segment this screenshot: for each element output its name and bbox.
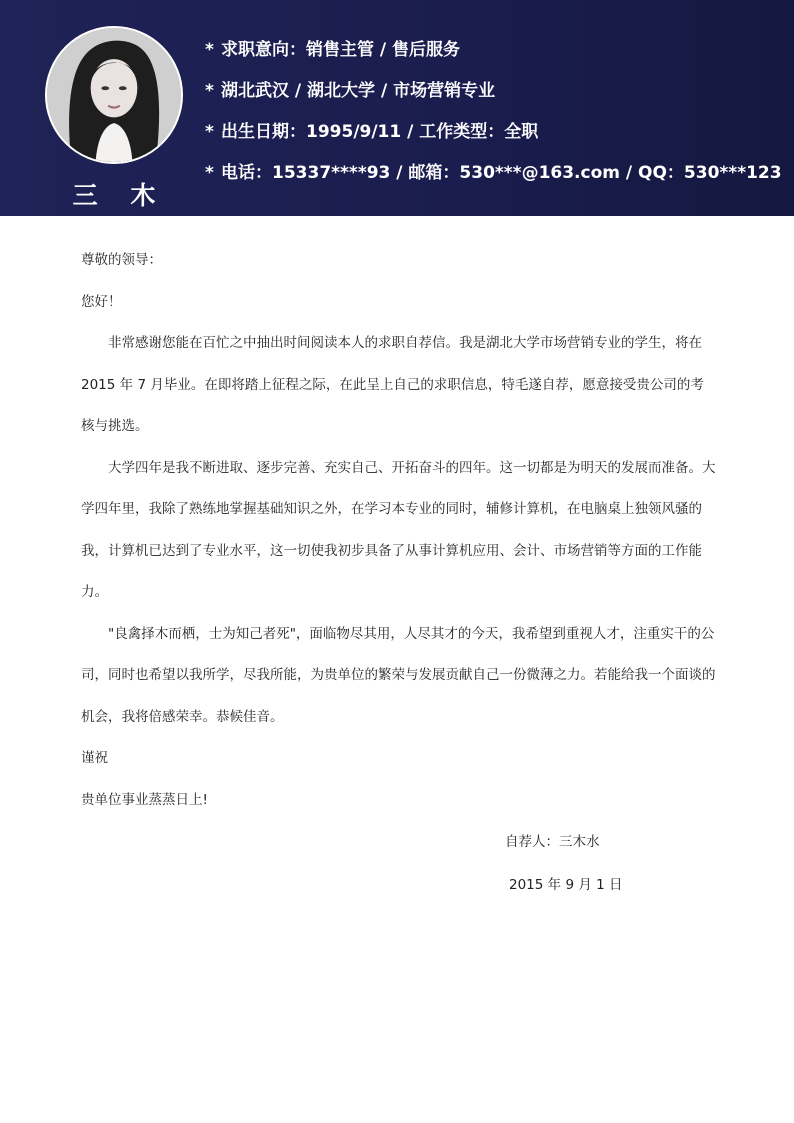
cover-letter-body — [81, 240, 717, 821]
avatar-photo-icon — [47, 28, 181, 162]
letter-paragraph-intro: 非常感谢您能在百忙之中抽出时间阅读本人的求职自荐信。我是湖北大学市场营销专业的学生，将在 2015 年 7 月毕业。在即将踏上征程之际，在此呈上自己的求职信息，特毛遂自荐，愿意接受贵公司的考核与挑选。 — [81, 335, 704, 434]
candidate-name: 三 木 水 — [72, 181, 168, 246]
letter-signer: 自荐人：三木水 — [505, 834, 600, 850]
letter-paragraph-education: 大学四年是我不断进取、逐步完善、充实自己、开拓奋斗的四年。这一切都是为明天的发展而准备。大学四年里，我除了熟练地掌握基础知识之外，在学习本专业的同时，辅修计算机，在电脑桌上独领风骚的我，计算机已达到了专业水平，这一切使我初步具备了从事计算机应用、会计、市场营销等方面的工作能力。 — [81, 459, 716, 600]
letter-salutation: 尊敬的领导： — [81, 252, 162, 268]
letter-closing: 谨祝 — [81, 750, 108, 766]
info-line-birthdate: * 出生日期：1995/9/11 / 工作类型：全职 — [205, 118, 782, 159]
letter-paragraph-request: "良禽择木而栖，士为知己者死"，面临物尽其用，人尽其才的今天，我希望到重视人才，注重实干的公司，同时也希望以我所学，尽我所能，为贵单位的繁荣与发展贡献自己一份微薄之力。若能给我一个面谈的机会，我将倍感荣幸。恭候佳音。 — [81, 625, 716, 725]
letter-date: 2015 年 9 月 1 日 — [509, 877, 623, 893]
info-list — [205, 36, 782, 200]
header-banner — [0, 0, 794, 246]
bullet-icon: * — [205, 81, 214, 101]
info-line-location: * 湖北武汉 / 湖北大学 / 市场营销专业 — [205, 77, 782, 118]
bullet-icon: * — [205, 40, 214, 60]
avatar — [45, 26, 183, 164]
bullet-icon: * — [205, 163, 214, 183]
info-line-contact: * 电话：15337****93 / 邮箱：530***@163.com / QQ：530***123 — [205, 159, 782, 200]
letter-wish: 贵单位事业蒸蒸日上! — [81, 791, 208, 808]
bullet-icon: * — [205, 122, 214, 142]
letter-greeting: 您好！ — [81, 293, 122, 310]
info-line-job-intent: * 求职意向：销售主管 / 售后服务 — [205, 36, 782, 77]
